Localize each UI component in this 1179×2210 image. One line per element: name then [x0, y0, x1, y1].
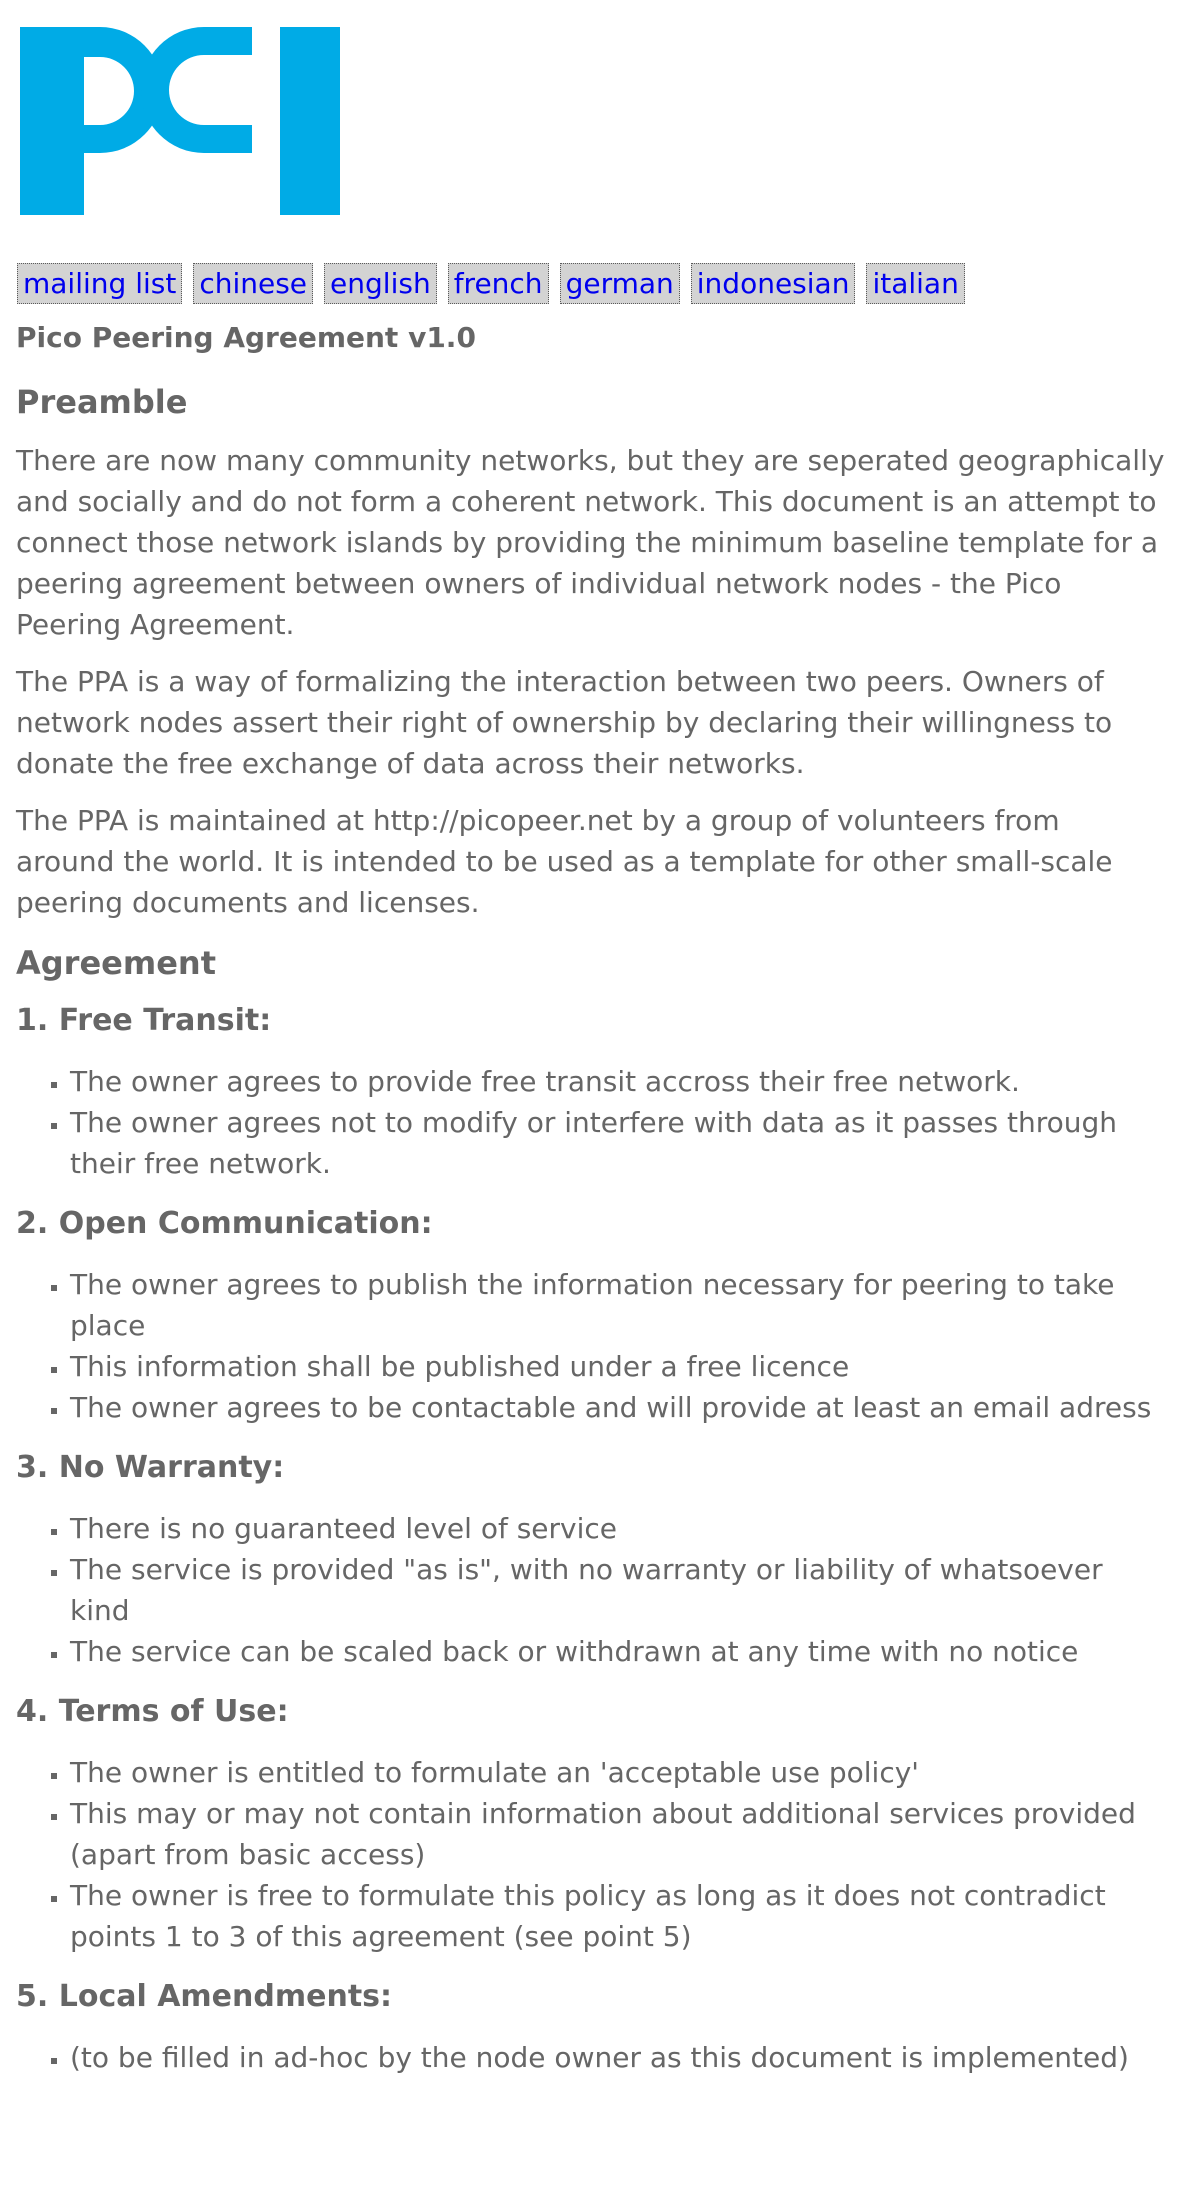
list-item: ▪ There is no guaranteed level of service — [70, 1508, 1166, 1549]
list-item: ▪ The service is provided "as is", with no warranty or liability of whatsoever kind — [70, 1549, 1166, 1631]
free-transit-list — [16, 1061, 1166, 1184]
list-item: ▪ The owner agrees to be contactable and will provide at least an email adress — [70, 1387, 1166, 1428]
list-item: ▪ The owner agrees to publish the information necessary for peering to take place — [70, 1264, 1166, 1346]
nav-link-mailing-list[interactable]: mailing list — [17, 263, 182, 304]
local-amendments-list — [16, 2037, 1166, 2078]
section-heading-free-transit: 1. Free Transit: — [16, 1003, 272, 1038]
section-heading-local-amendments: 5. Local Amendments: — [16, 1979, 393, 2014]
no-warranty-list — [16, 1508, 1166, 1672]
pci-logo — [20, 27, 340, 215]
section-heading-open-communication: 2. Open Communication: — [16, 1206, 433, 1241]
preamble-paragraph: The PPA is a way of formalizing the interaction between two peers. Owners of network nodes assert their right of ownership by declaring their willingness to donate the free exchange of data across their networks. — [16, 665, 1113, 780]
nav-link-english[interactable]: english — [324, 263, 437, 304]
nav-link-italian[interactable]: italian — [866, 263, 964, 304]
list-item: ▪ The service can be scaled back or withdrawn at any time with no notice — [70, 1631, 1166, 1672]
section-heading-terms-of-use: 4. Terms of Use: — [16, 1694, 289, 1729]
list-item: ▪ This may or may not contain information about additional services provided (apart from basic access) — [70, 1793, 1166, 1875]
nav-link-indonesian[interactable]: indonesian — [691, 263, 856, 304]
nav-link-chinese[interactable]: chinese — [193, 263, 313, 304]
preamble-paragraph: There are now many community networks, but they are seperated geographically and socially and do not form a coherent network. This document is an attempt to connect those network islands by providing the minimum baseline template for a peering agreement between owners of individual network nodes - the Pico Peering Agreement. — [16, 444, 1165, 641]
agreement-heading: Agreement — [16, 944, 216, 982]
list-item: ▪ (to be filled in ad-hoc by the node owner as this document is implemented) — [70, 2037, 1166, 2078]
nav-link-french[interactable]: french — [448, 263, 549, 304]
nav-link-german[interactable]: german — [560, 263, 680, 304]
preamble-paragraph: The PPA is maintained at http://picopeer.net by a group of volunteers from around the world. It is intended to be used as a template for other small-scale peering documents and licenses. — [16, 804, 1113, 919]
list-item: ▪ The owner agrees to provide free transit accross their free network. — [70, 1061, 1166, 1102]
preamble-heading: Preamble — [16, 383, 188, 421]
list-item: ▪ This information shall be published under a free licence — [70, 1346, 1166, 1387]
language-nav — [17, 263, 965, 306]
terms-of-use-list — [16, 1752, 1166, 1957]
list-item: ▪ The owner agrees not to modify or interfere with data as it passes through their free network. — [70, 1102, 1166, 1184]
section-heading-no-warranty: 3. No Warranty: — [16, 1450, 285, 1485]
document-title: Pico Peering Agreement v1.0 — [16, 321, 476, 354]
open-communication-list — [16, 1264, 1166, 1428]
document-content — [16, 318, 1166, 2078]
list-item: ▪ The owner is free to formulate this policy as long as it does not contradict points 1 to 3 of this agreement (see point 5) — [70, 1875, 1166, 1957]
list-item: ▪ The owner is entitled to formulate an 'acceptable use policy' — [70, 1752, 1166, 1793]
